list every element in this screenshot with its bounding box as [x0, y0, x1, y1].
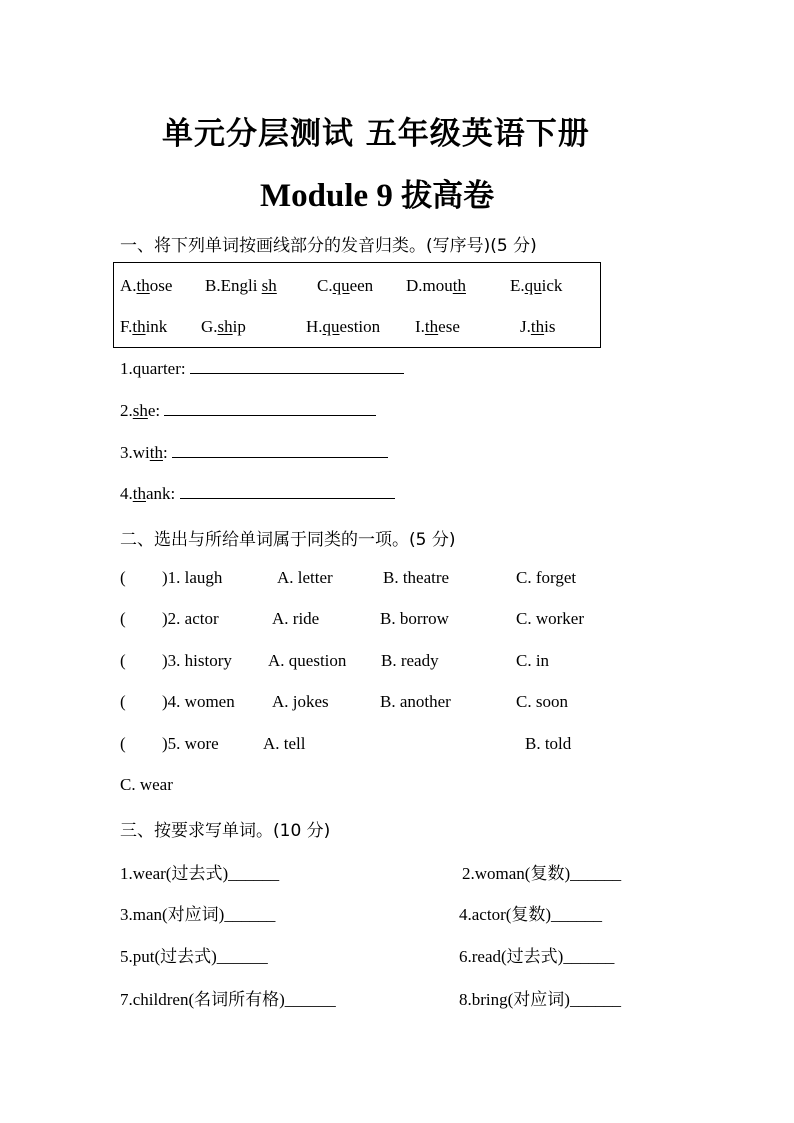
choice-b: B. ready: [381, 651, 439, 670]
choice-b: B. borrow: [380, 609, 449, 628]
option-j: J.this: [520, 317, 556, 336]
sort-item-1: 1.quarter:: [120, 359, 404, 379]
word-task-7: 7.children(名词所有格)______: [120, 990, 336, 1009]
question-word: )3. history: [162, 651, 232, 670]
answer-line[interactable]: [164, 401, 376, 416]
choice-b: B. theatre: [383, 568, 450, 587]
section3-heading: 三、按要求写单词。(10 分): [120, 821, 331, 841]
option-a: A.those: [120, 276, 173, 295]
paren[interactable]: (: [120, 734, 126, 753]
choice-a: A. letter: [277, 568, 333, 587]
choice-c: C. forget: [516, 568, 577, 587]
choice-b: B. another: [380, 692, 451, 711]
title-module: Module 9: [260, 178, 402, 214]
choice-c: C. soon: [516, 692, 568, 711]
question-word: )2. actor: [162, 609, 219, 628]
option-e: E.quick: [510, 276, 563, 295]
question-word: )1. laugh: [162, 568, 223, 587]
option-i: I.these: [415, 317, 460, 336]
paren[interactable]: (: [120, 568, 126, 587]
choice-a: A. question: [268, 651, 347, 670]
paren[interactable]: (: [120, 609, 126, 628]
title-subtitle: 拔高卷: [401, 178, 495, 214]
section1-heading: 一、将下列单词按画线部分的发音归类。(写序号)(5 分): [120, 236, 537, 256]
word-task-8: 8.bring(对应词)______: [459, 990, 621, 1009]
word-task-5: 5.put(过去式)______: [120, 947, 268, 966]
question-word: )4. women: [162, 692, 235, 711]
title-line1: 单元分层测试 五年级英语下册: [162, 116, 590, 152]
choice-a: A. ride: [272, 609, 320, 628]
choice-c: C. worker: [516, 609, 584, 628]
question-word: )5. wore: [162, 734, 219, 753]
word-task-4: 4.actor(复数)______: [459, 905, 603, 924]
sort-item-2: 2.she:: [120, 401, 376, 421]
choice-a: A. tell: [263, 734, 306, 753]
option-f: F.think: [120, 317, 168, 336]
answer-line[interactable]: [190, 359, 404, 374]
section2-heading: 二、选出与所给单词属于同类的一项。(5 分): [120, 530, 456, 550]
choice-b: B. told: [525, 734, 572, 753]
sort-item-3: 3.with:: [120, 443, 388, 463]
title-line2: [260, 170, 494, 215]
word-task-2: 2.woman(复数)______: [462, 864, 622, 883]
option-c: C.queen: [317, 276, 374, 295]
option-d: D.mouth: [406, 276, 466, 295]
paren[interactable]: (: [120, 692, 126, 711]
sort-item-4: 4.thank:: [120, 484, 395, 504]
option-b: B.Engli sh: [205, 276, 277, 295]
choice-c: C. in: [516, 651, 550, 670]
paren[interactable]: (: [120, 651, 126, 670]
option-g: G.ship: [201, 317, 246, 336]
answer-line[interactable]: [180, 484, 395, 499]
choice-a: A. jokes: [272, 692, 329, 711]
choice-c: C. wear: [120, 775, 173, 794]
answer-line[interactable]: [172, 443, 388, 458]
word-task-6: 6.read(过去式)______: [459, 947, 615, 966]
word-task-1: 1.wear(过去式)______: [120, 864, 280, 883]
word-task-3: 3.man(对应词)______: [120, 905, 276, 924]
option-h: H.question: [306, 317, 381, 336]
